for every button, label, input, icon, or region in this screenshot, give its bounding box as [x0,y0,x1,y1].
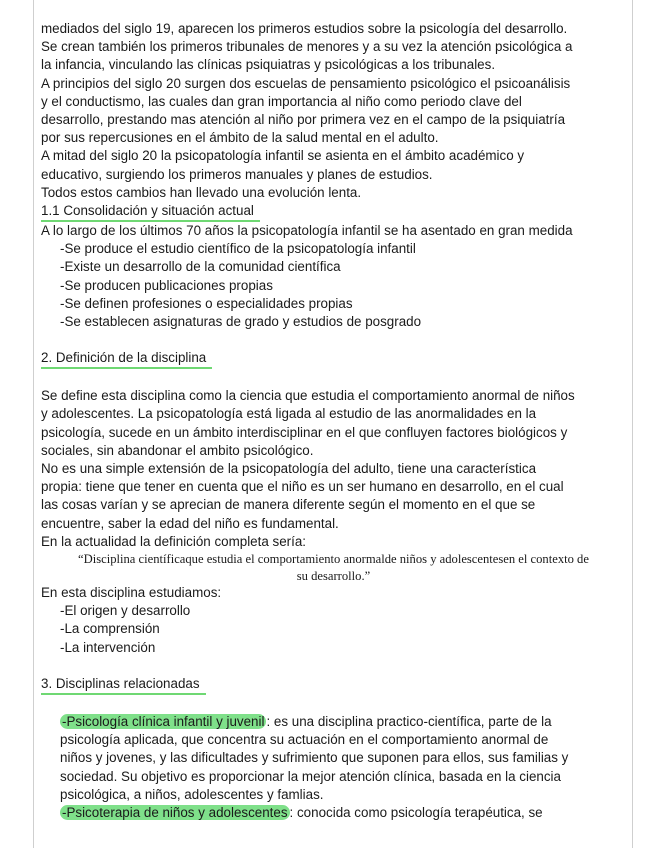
list-item: -Se definen profesiones o especialidades propias [60,295,353,311]
item-text: : conocida como psicología terapéutica, se [289,804,543,820]
page-right-border [632,0,633,848]
spacer [41,369,626,387]
related-item-first-line [60,804,626,822]
paragraph-line: Se define esta disciplina como la ciencia que estudia el comportamiento anormal de niños [41,388,575,404]
paragraph-line: psicológica, a niños, adolescentes y famlias. [60,786,324,802]
paragraph-line: psicología, sucede en un ámbito interdisciplinar en el que confluyen factores biológicos y [41,424,568,440]
related-item-first-line [60,713,626,731]
paragraph-line: sociales, sin abandonar el ambito psicológico. [41,442,314,458]
intro-line: la infancia, vinculando las clínicas psiquiatras y psicológicas a los tribunales. [41,57,496,73]
section-heading: 2. Definición de la disciplina [41,350,212,369]
section-1-1 [41,202,626,331]
intro-line: Todos estos cambios han llevado una evolución lenta. [41,184,362,200]
spacer [41,695,626,713]
list-item: -Se establecen asignaturas de grado y estudios de posgrado [60,314,422,330]
definition-quote: su desarrollo.” [296,568,371,583]
intro-line: por sus repercusiones en el ámbito de la salud mental en el adulto. [41,130,439,146]
list-item: -Se produce el estudio científico de la psicopatología infantil [60,241,416,257]
section-2 [41,349,626,657]
paragraph-line: las cosas varían y se aprecian de manera diferente según el momento en el que se [41,497,536,513]
paragraph-line: En la actualidad la definición completa sería: [41,533,306,549]
intro-line: mediados del siglo 19, aparecen los primeros estudios sobre la psicología del desarrollo. [41,21,568,36]
intro-line: y el conductismo, las cuales dan gran importancia al niño como periodo clave del [41,93,522,109]
section-heading: 3. Disciplinas relacionadas [41,676,206,695]
paragraph-line: No es una simple extensión de la psicopatología del adulto, tiene una característica [41,461,537,477]
intro-line: A principios del siglo 20 surgen dos escuelas de pensamiento psicológico el psicoanálisis [41,75,571,91]
paragraph-line: niños y jovenes, y las dificultades y sufrimiento que suponen para ellos, sus familias y [60,750,569,766]
intro-line: educativo, surgiendo los primeros manuales y planes de estudios. [41,166,433,182]
highlighted-term: -Psicología clínica infantil y juvenil [62,713,265,729]
intro-line: desarrollo, prestando mas atención al niño por primera vez en el campo de la psiquiatría [41,112,566,128]
paragraph-line: sociedad. Su objetivo es proporcionar la mejor atención clínica, basada en la ciencia [60,768,561,784]
paragraph-line: encuentre, saber la edad del niño es fundamental. [41,515,339,531]
intro-line: Se crean también los primeros tribunales de menores y a su vez la atención psicológica a [41,39,573,55]
study-lead: En esta disciplina estudiamos: [41,585,222,601]
document-content [41,20,626,822]
definition-paragraph [41,387,626,551]
list-item: -Existe un desarrollo de la comunidad científica [60,259,341,275]
highlighted-term: -Psicoterapia de niños y adolescentes [62,804,288,820]
paragraph-line: y adolescentes. La psicopatología está ligada al estudio de las anormalidades en la [41,406,537,422]
list-item: -El origen y desarrollo [60,603,191,619]
list-item: -Se producen publicaciones propias [60,277,273,293]
related-disciplines [41,713,626,822]
section-heading: 1.1 Consolidación y situación actual [41,203,260,222]
definition-quote: “Disciplina científicaque estudia el comportamiento anormalde niños y adolescentesen el contexto de [78,552,589,567]
paragraph-line: psicología aplicada, que concentra su actuación en el comportamiento anormal de [60,732,549,748]
section-3 [41,675,626,822]
list-item: -La intervención [60,639,156,655]
spacer [41,657,626,675]
list-item: -La comprensión [60,621,160,637]
paragraph-line: propia: tiene que tener en cuenta que el niño es un ser humano en desarrollo, en el cual [41,479,564,495]
spacer [41,331,626,349]
item-text: : es una disciplina practico-científica, parte de la [266,713,552,729]
page-left-border [33,0,34,848]
intro-block [41,20,626,202]
section-lead: A lo largo de los últimos 70 años la psicopatología infantil se ha asentado en gran medida [41,223,573,239]
intro-line: A mitad del siglo 20 la psicopatología infantil se asienta en el ámbito académico y [41,148,525,164]
